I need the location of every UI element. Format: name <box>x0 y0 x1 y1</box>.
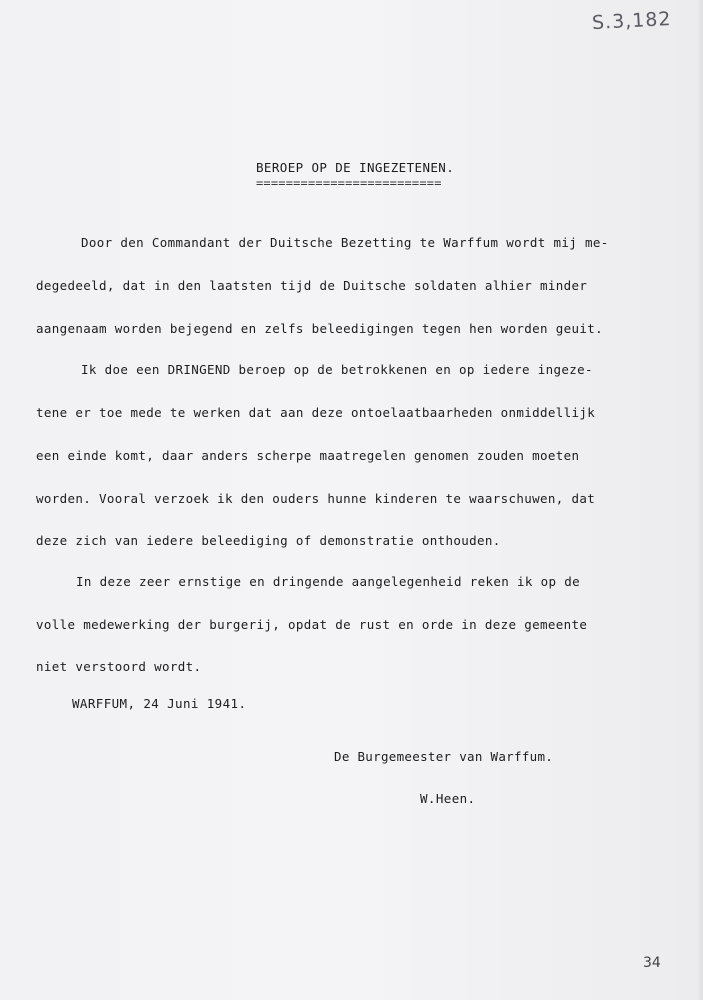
page-number: 34 <box>643 955 661 971</box>
paragraph-2-line-5: deze zich van iedere beleediging of demonstratie onthouden. <box>36 533 501 548</box>
paragraph-2-line-4: worden. Vooral verzoek ik den ouders hunne kinderen te waarschuwen, dat <box>36 491 596 506</box>
page-edge-shadow <box>697 0 703 1000</box>
paragraph-2-line-2: tene er toe mede te werken dat aan deze ontoelaatbaarheden onmiddellijk <box>36 405 596 420</box>
signatory-title: De Burgemeester van Warffum. <box>334 749 554 764</box>
paragraph-2-line-1: Ik doe een DRINGEND beroep op de betrokkenen en op iedere ingeze- <box>81 362 593 377</box>
document-title: BEROEP OP DE INGEZETENEN. <box>256 160 455 175</box>
paragraph-3-line-1: In deze zeer ernstige en dringende aangelegenheid reken ik op de <box>76 574 581 589</box>
place-and-date: WARFFUM, 24 Juni 1941. <box>72 696 247 711</box>
paragraph-3-line-2: volle medewerking der burgerij, opdat de rust en orde in deze gemeente <box>36 617 588 632</box>
title-underline: ========================= <box>256 176 442 190</box>
paragraph-1-line-3: aangenaam worden bejegend en zelfs beleedigingen tegen hen worden geuit. <box>36 321 604 336</box>
archive-reference-mark: S.3,182 <box>591 7 673 35</box>
paragraph-1-line-1: Door den Commandant der Duitsche Bezetting te Warffum wordt mij me- <box>81 235 609 250</box>
paragraph-2-line-3: een einde komt, daar anders scherpe maatregelen genomen zouden moeten <box>36 448 580 463</box>
paragraph-1-line-2: degedeeld, dat in den laatsten tijd de Duitsche soldaten alhier minder <box>36 278 588 293</box>
signatory-name: W.Heen. <box>420 791 476 806</box>
paragraph-3-line-3: niet verstoord wordt. <box>36 659 202 674</box>
